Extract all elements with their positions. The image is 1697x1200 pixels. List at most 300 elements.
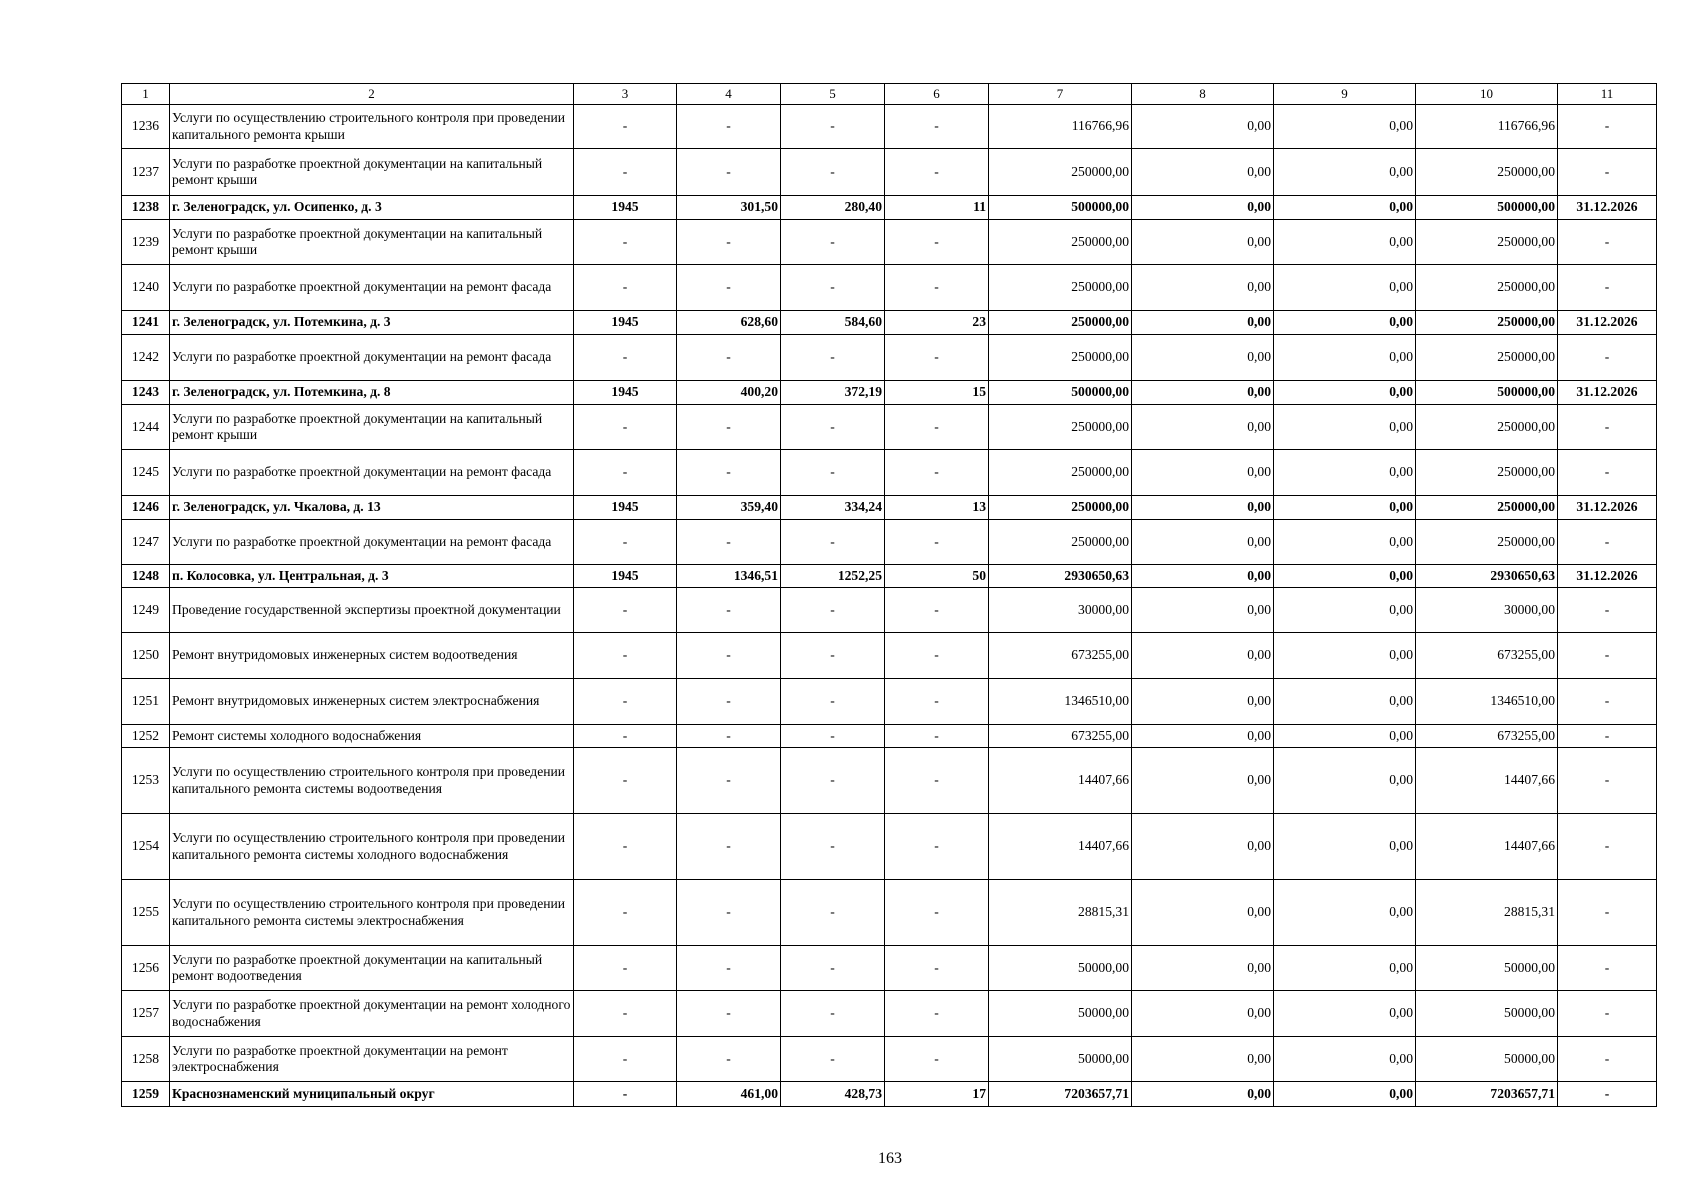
table-row xyxy=(122,880,1657,946)
residents-count: 15 xyxy=(885,381,989,405)
area-total: - xyxy=(677,1037,781,1082)
item-name: Услуги по осуществлению строительного контроля при проведении капитального ремонта крыши xyxy=(170,105,574,149)
area-total: - xyxy=(677,880,781,946)
cost-fund: 0,00 xyxy=(1132,1037,1274,1082)
table-row xyxy=(122,405,1657,450)
area-total: 301,50 xyxy=(677,196,781,220)
table-row xyxy=(122,588,1657,633)
completion-date: - xyxy=(1558,520,1657,565)
build-year: - xyxy=(574,335,677,381)
cost-total: 14407,66 xyxy=(989,814,1132,880)
row-number: 1240 xyxy=(122,265,170,311)
cost-total: 30000,00 xyxy=(989,588,1132,633)
cost-fund: 0,00 xyxy=(1132,450,1274,496)
table-row xyxy=(122,679,1657,725)
area-living: - xyxy=(781,335,885,381)
residents-count: - xyxy=(885,946,989,991)
area-total: - xyxy=(677,748,781,814)
column-number: 6 xyxy=(885,84,989,105)
completion-date: 31.12.2026 xyxy=(1558,381,1657,405)
table-row xyxy=(122,1037,1657,1082)
row-number: 1236 xyxy=(122,105,170,149)
column-number-header xyxy=(122,84,1657,105)
item-name: Услуги по разработке проектной документации на ремонт фасада xyxy=(170,335,574,381)
area-total: - xyxy=(677,946,781,991)
cost-total: 7203657,71 xyxy=(989,1082,1132,1107)
cost-other: 0,00 xyxy=(1274,496,1416,520)
cost-other: 0,00 xyxy=(1274,633,1416,679)
area-total: - xyxy=(677,450,781,496)
completion-date: 31.12.2026 xyxy=(1558,311,1657,335)
area-total: - xyxy=(677,105,781,149)
table-row xyxy=(122,1082,1657,1107)
completion-date: - xyxy=(1558,814,1657,880)
completion-date: - xyxy=(1558,220,1657,265)
cost-total: 250000,00 xyxy=(989,311,1132,335)
area-total: - xyxy=(677,149,781,196)
build-year: - xyxy=(574,105,677,149)
area-living: - xyxy=(781,633,885,679)
residents-count: - xyxy=(885,814,989,880)
cost-fund: 0,00 xyxy=(1132,588,1274,633)
cost-fund: 0,00 xyxy=(1132,748,1274,814)
row-number: 1249 xyxy=(122,588,170,633)
cost-owners: 14407,66 xyxy=(1416,748,1558,814)
cost-fund: 0,00 xyxy=(1132,496,1274,520)
table-row xyxy=(122,946,1657,991)
build-year: - xyxy=(574,880,677,946)
cost-other: 0,00 xyxy=(1274,335,1416,381)
cost-total: 250000,00 xyxy=(989,496,1132,520)
cost-total: 250000,00 xyxy=(989,520,1132,565)
item-name: Ремонт внутридомовых инженерных систем электроснабжения xyxy=(170,679,574,725)
completion-date: - xyxy=(1558,265,1657,311)
cost-owners: 250000,00 xyxy=(1416,405,1558,450)
cost-other: 0,00 xyxy=(1274,814,1416,880)
area-total: 359,40 xyxy=(677,496,781,520)
completion-date: - xyxy=(1558,1037,1657,1082)
cost-owners: 673255,00 xyxy=(1416,725,1558,748)
cost-owners: 250000,00 xyxy=(1416,496,1558,520)
cost-other: 0,00 xyxy=(1274,1082,1416,1107)
cost-owners: 116766,96 xyxy=(1416,105,1558,149)
cost-owners: 50000,00 xyxy=(1416,991,1558,1037)
residents-count: - xyxy=(885,220,989,265)
item-name: Ремонт внутридомовых инженерных систем водоотведения xyxy=(170,633,574,679)
build-year: - xyxy=(574,946,677,991)
cost-total: 116766,96 xyxy=(989,105,1132,149)
cost-owners: 673255,00 xyxy=(1416,633,1558,679)
area-living: - xyxy=(781,588,885,633)
cost-other: 0,00 xyxy=(1274,520,1416,565)
row-number: 1243 xyxy=(122,381,170,405)
build-year: - xyxy=(574,1037,677,1082)
item-name: Услуги по разработке проектной документации на капитальный ремонт крыши xyxy=(170,149,574,196)
area-total: - xyxy=(677,520,781,565)
completion-date: - xyxy=(1558,633,1657,679)
cost-owners: 14407,66 xyxy=(1416,814,1558,880)
cost-total: 50000,00 xyxy=(989,1037,1132,1082)
build-year: - xyxy=(574,679,677,725)
item-name: Услуги по разработке проектной документации на ремонт фасада xyxy=(170,450,574,496)
item-name: Краснознаменский муниципальный округ xyxy=(170,1082,574,1107)
row-number: 1256 xyxy=(122,946,170,991)
residents-count: - xyxy=(885,149,989,196)
build-year: - xyxy=(574,588,677,633)
cost-total: 500000,00 xyxy=(989,196,1132,220)
cost-other: 0,00 xyxy=(1274,748,1416,814)
cost-other: 0,00 xyxy=(1274,381,1416,405)
cost-other: 0,00 xyxy=(1274,725,1416,748)
page-number: 163 xyxy=(878,1150,902,1167)
build-year: - xyxy=(574,725,677,748)
cost-other: 0,00 xyxy=(1274,196,1416,220)
completion-date: - xyxy=(1558,405,1657,450)
row-number: 1242 xyxy=(122,335,170,381)
table-row xyxy=(122,991,1657,1037)
build-year: - xyxy=(574,265,677,311)
build-year: 1945 xyxy=(574,196,677,220)
residents-count: - xyxy=(885,1037,989,1082)
area-living: - xyxy=(781,405,885,450)
cost-owners: 250000,00 xyxy=(1416,265,1558,311)
cost-owners: 250000,00 xyxy=(1416,149,1558,196)
cost-fund: 0,00 xyxy=(1132,991,1274,1037)
column-number: 10 xyxy=(1416,84,1558,105)
cost-fund: 0,00 xyxy=(1132,149,1274,196)
residents-count: - xyxy=(885,335,989,381)
item-name: Услуги по разработке проектной документации на капитальный ремонт крыши xyxy=(170,405,574,450)
cost-owners: 50000,00 xyxy=(1416,1037,1558,1082)
area-total: - xyxy=(677,265,781,311)
cost-owners: 2930650,63 xyxy=(1416,565,1558,588)
row-number: 1237 xyxy=(122,149,170,196)
cost-other: 0,00 xyxy=(1274,450,1416,496)
column-number: 4 xyxy=(677,84,781,105)
header-row xyxy=(122,84,1657,105)
budget-table xyxy=(121,83,1657,1107)
cost-owners: 50000,00 xyxy=(1416,946,1558,991)
row-number: 1245 xyxy=(122,450,170,496)
area-total: - xyxy=(677,991,781,1037)
residents-count: 11 xyxy=(885,196,989,220)
cost-total: 28815,31 xyxy=(989,880,1132,946)
area-total: - xyxy=(677,633,781,679)
table-row xyxy=(122,311,1657,335)
column-number: 1 xyxy=(122,84,170,105)
cost-total: 50000,00 xyxy=(989,946,1132,991)
cost-total: 250000,00 xyxy=(989,450,1132,496)
completion-date: - xyxy=(1558,991,1657,1037)
residents-count: 23 xyxy=(885,311,989,335)
cost-other: 0,00 xyxy=(1274,565,1416,588)
build-year: - xyxy=(574,991,677,1037)
table-row xyxy=(122,450,1657,496)
build-year: - xyxy=(574,520,677,565)
cost-fund: 0,00 xyxy=(1132,880,1274,946)
cost-total: 250000,00 xyxy=(989,335,1132,381)
build-year: 1945 xyxy=(574,496,677,520)
item-name: г. Зеленоградск, ул. Потемкина, д. 8 xyxy=(170,381,574,405)
row-number: 1241 xyxy=(122,311,170,335)
completion-date: - xyxy=(1558,105,1657,149)
build-year: - xyxy=(574,748,677,814)
cost-total: 673255,00 xyxy=(989,725,1132,748)
row-number: 1246 xyxy=(122,496,170,520)
cost-total: 2930650,63 xyxy=(989,565,1132,588)
cost-other: 0,00 xyxy=(1274,149,1416,196)
item-name: Проведение государственной экспертизы проектной документации xyxy=(170,588,574,633)
cost-owners: 250000,00 xyxy=(1416,220,1558,265)
residents-count: - xyxy=(885,748,989,814)
table-row xyxy=(122,196,1657,220)
item-name: Услуги по разработке проектной документации на ремонт холодного водоснабжения xyxy=(170,991,574,1037)
cost-fund: 0,00 xyxy=(1132,520,1274,565)
completion-date: - xyxy=(1558,748,1657,814)
area-living: 584,60 xyxy=(781,311,885,335)
cost-total: 14407,66 xyxy=(989,748,1132,814)
completion-date: - xyxy=(1558,946,1657,991)
cost-owners: 250000,00 xyxy=(1416,335,1558,381)
completion-date: 31.12.2026 xyxy=(1558,565,1657,588)
area-living: - xyxy=(781,450,885,496)
area-living: - xyxy=(781,1037,885,1082)
cost-total: 500000,00 xyxy=(989,381,1132,405)
column-number: 3 xyxy=(574,84,677,105)
area-living: - xyxy=(781,814,885,880)
residents-count: - xyxy=(885,265,989,311)
area-living: - xyxy=(781,679,885,725)
area-living: 428,73 xyxy=(781,1082,885,1107)
cost-fund: 0,00 xyxy=(1132,105,1274,149)
cost-total: 250000,00 xyxy=(989,220,1132,265)
item-name: Услуги по разработке проектной документации на капитальный ремонт крыши xyxy=(170,220,574,265)
cost-fund: 0,00 xyxy=(1132,633,1274,679)
cost-owners: 1346510,00 xyxy=(1416,679,1558,725)
area-living: 1252,25 xyxy=(781,565,885,588)
row-number: 1248 xyxy=(122,565,170,588)
column-number: 8 xyxy=(1132,84,1274,105)
build-year: - xyxy=(574,633,677,679)
area-living: - xyxy=(781,149,885,196)
area-living: - xyxy=(781,991,885,1037)
build-year: - xyxy=(574,450,677,496)
cost-other: 0,00 xyxy=(1274,946,1416,991)
item-name: Услуги по осуществлению строительного контроля при проведении капитального ремонта системы водоотведения xyxy=(170,748,574,814)
residents-count: 13 xyxy=(885,496,989,520)
residents-count: - xyxy=(885,405,989,450)
build-year: - xyxy=(574,1082,677,1107)
cost-fund: 0,00 xyxy=(1132,565,1274,588)
row-number: 1255 xyxy=(122,880,170,946)
item-name: Услуги по осуществлению строительного контроля при проведении капитального ремонта системы электроснабжения xyxy=(170,880,574,946)
table-row xyxy=(122,748,1657,814)
area-total: - xyxy=(677,679,781,725)
row-number: 1253 xyxy=(122,748,170,814)
item-name: п. Колосовка, ул. Центральная, д. 3 xyxy=(170,565,574,588)
area-total: - xyxy=(677,814,781,880)
cost-total: 250000,00 xyxy=(989,149,1132,196)
cost-fund: 0,00 xyxy=(1132,196,1274,220)
area-total: 628,60 xyxy=(677,311,781,335)
residents-count: - xyxy=(885,633,989,679)
area-living: - xyxy=(781,880,885,946)
area-living: - xyxy=(781,748,885,814)
cost-fund: 0,00 xyxy=(1132,725,1274,748)
cost-total: 50000,00 xyxy=(989,991,1132,1037)
cost-other: 0,00 xyxy=(1274,311,1416,335)
cost-fund: 0,00 xyxy=(1132,405,1274,450)
cost-other: 0,00 xyxy=(1274,265,1416,311)
cost-total: 250000,00 xyxy=(989,265,1132,311)
cost-owners: 250000,00 xyxy=(1416,450,1558,496)
cost-other: 0,00 xyxy=(1274,405,1416,450)
row-number: 1259 xyxy=(122,1082,170,1107)
cost-other: 0,00 xyxy=(1274,220,1416,265)
cost-owners: 30000,00 xyxy=(1416,588,1558,633)
item-name: Услуги по осуществлению строительного контроля при проведении капитального ремонта системы холодного водоснабжения xyxy=(170,814,574,880)
area-total: - xyxy=(677,725,781,748)
table-row xyxy=(122,520,1657,565)
residents-count: - xyxy=(885,679,989,725)
area-living: - xyxy=(781,946,885,991)
table-row xyxy=(122,725,1657,748)
cost-fund: 0,00 xyxy=(1132,311,1274,335)
column-number: 2 xyxy=(170,84,574,105)
column-number: 5 xyxy=(781,84,885,105)
area-living: 280,40 xyxy=(781,196,885,220)
area-total: - xyxy=(677,335,781,381)
cost-fund: 0,00 xyxy=(1132,265,1274,311)
cost-owners: 250000,00 xyxy=(1416,520,1558,565)
build-year: - xyxy=(574,814,677,880)
cost-fund: 0,00 xyxy=(1132,1082,1274,1107)
row-number: 1238 xyxy=(122,196,170,220)
column-number: 7 xyxy=(989,84,1132,105)
completion-date: - xyxy=(1558,588,1657,633)
area-living: - xyxy=(781,105,885,149)
completion-date: - xyxy=(1558,725,1657,748)
cost-fund: 0,00 xyxy=(1132,381,1274,405)
table-row xyxy=(122,814,1657,880)
build-year: 1945 xyxy=(574,311,677,335)
item-name: г. Зеленоградск, ул. Чкалова, д. 13 xyxy=(170,496,574,520)
row-number: 1258 xyxy=(122,1037,170,1082)
residents-count: - xyxy=(885,520,989,565)
area-living: 334,24 xyxy=(781,496,885,520)
cost-other: 0,00 xyxy=(1274,991,1416,1037)
row-number: 1250 xyxy=(122,633,170,679)
completion-date: - xyxy=(1558,1082,1657,1107)
cost-other: 0,00 xyxy=(1274,679,1416,725)
area-total: - xyxy=(677,405,781,450)
area-total: - xyxy=(677,220,781,265)
cost-owners: 500000,00 xyxy=(1416,196,1558,220)
cost-owners: 250000,00 xyxy=(1416,311,1558,335)
cost-fund: 0,00 xyxy=(1132,220,1274,265)
completion-date: - xyxy=(1558,149,1657,196)
cost-total: 250000,00 xyxy=(989,405,1132,450)
cost-other: 0,00 xyxy=(1274,880,1416,946)
table-row xyxy=(122,565,1657,588)
build-year: 1945 xyxy=(574,381,677,405)
table-row xyxy=(122,105,1657,149)
build-year: - xyxy=(574,220,677,265)
table-row xyxy=(122,496,1657,520)
area-total: 400,20 xyxy=(677,381,781,405)
cost-total: 673255,00 xyxy=(989,633,1132,679)
row-number: 1251 xyxy=(122,679,170,725)
row-number: 1239 xyxy=(122,220,170,265)
area-living: - xyxy=(781,725,885,748)
area-living: - xyxy=(781,520,885,565)
build-year: - xyxy=(574,149,677,196)
cost-other: 0,00 xyxy=(1274,588,1416,633)
residents-count: - xyxy=(885,588,989,633)
residents-count: - xyxy=(885,450,989,496)
residents-count: - xyxy=(885,991,989,1037)
cost-fund: 0,00 xyxy=(1132,814,1274,880)
cost-owners: 28815,31 xyxy=(1416,880,1558,946)
table-body xyxy=(122,105,1657,1107)
table-row xyxy=(122,265,1657,311)
residents-count: 50 xyxy=(885,565,989,588)
item-name: Ремонт системы холодного водоснабжения xyxy=(170,725,574,748)
area-living: - xyxy=(781,220,885,265)
completion-date: - xyxy=(1558,880,1657,946)
column-number: 9 xyxy=(1274,84,1416,105)
item-name: Услуги по разработке проектной документации на ремонт фасада xyxy=(170,520,574,565)
table-row xyxy=(122,633,1657,679)
row-number: 1252 xyxy=(122,725,170,748)
table-row xyxy=(122,220,1657,265)
area-total: 1346,51 xyxy=(677,565,781,588)
cost-fund: 0,00 xyxy=(1132,335,1274,381)
cost-other: 0,00 xyxy=(1274,105,1416,149)
area-living: 372,19 xyxy=(781,381,885,405)
build-year: 1945 xyxy=(574,565,677,588)
item-name: Услуги по разработке проектной документации на ремонт электроснабжения xyxy=(170,1037,574,1082)
table-row xyxy=(122,381,1657,405)
cost-other: 0,00 xyxy=(1274,1037,1416,1082)
item-name: г. Зеленоградск, ул. Осипенко, д. 3 xyxy=(170,196,574,220)
residents-count: - xyxy=(885,105,989,149)
completion-date: - xyxy=(1558,679,1657,725)
completion-date: 31.12.2026 xyxy=(1558,196,1657,220)
area-total: - xyxy=(677,588,781,633)
area-total: 461,00 xyxy=(677,1082,781,1107)
item-name: Услуги по разработке проектной документации на ремонт фасада xyxy=(170,265,574,311)
cost-fund: 0,00 xyxy=(1132,946,1274,991)
area-living: - xyxy=(781,265,885,311)
completion-date: 31.12.2026 xyxy=(1558,496,1657,520)
cost-owners: 7203657,71 xyxy=(1416,1082,1558,1107)
column-number: 11 xyxy=(1558,84,1657,105)
item-name: г. Зеленоградск, ул. Потемкина, д. 3 xyxy=(170,311,574,335)
row-number: 1254 xyxy=(122,814,170,880)
residents-count: - xyxy=(885,725,989,748)
row-number: 1247 xyxy=(122,520,170,565)
cost-owners: 500000,00 xyxy=(1416,381,1558,405)
cost-total: 1346510,00 xyxy=(989,679,1132,725)
table-row xyxy=(122,149,1657,196)
residents-count: 17 xyxy=(885,1082,989,1107)
cost-fund: 0,00 xyxy=(1132,679,1274,725)
row-number: 1257 xyxy=(122,991,170,1037)
residents-count: - xyxy=(885,880,989,946)
item-name: Услуги по разработке проектной документации на капитальный ремонт водоотведения xyxy=(170,946,574,991)
row-number: 1244 xyxy=(122,405,170,450)
